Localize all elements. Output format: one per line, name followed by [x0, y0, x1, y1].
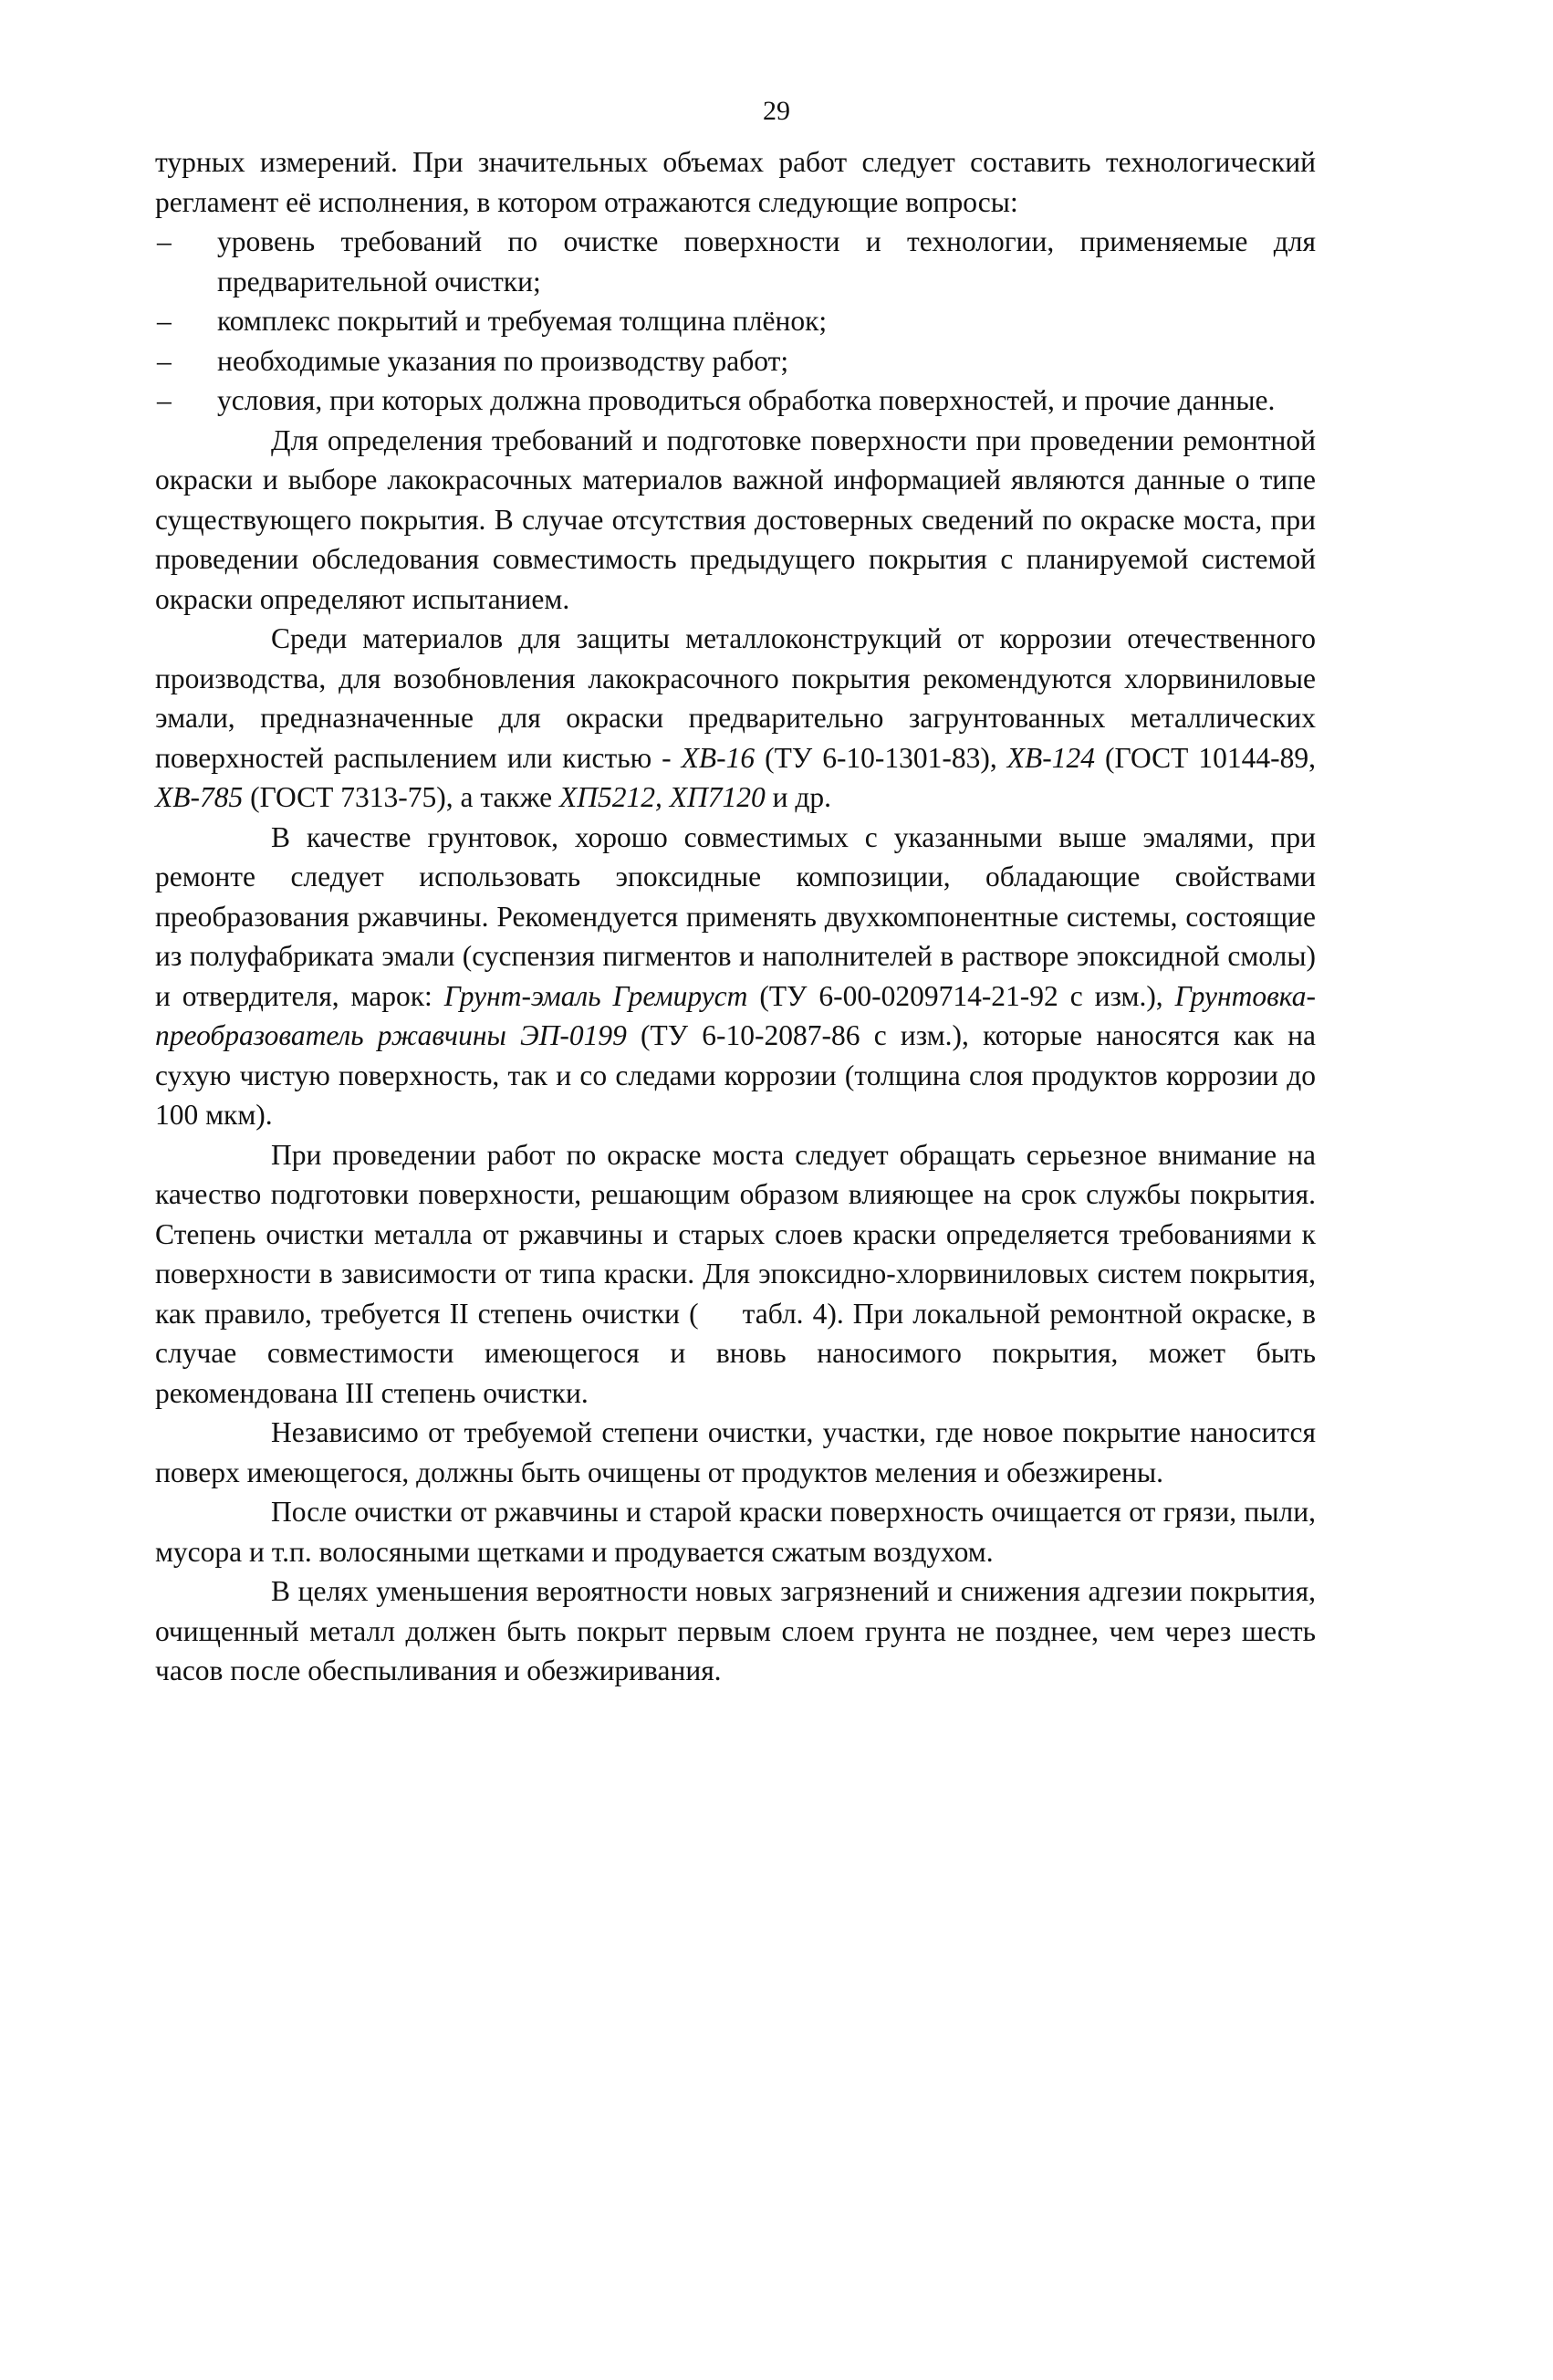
text: и др.: [765, 781, 832, 813]
list-item-text: уровень требований по очистке поверхности и технологии, применяемые для предварительной очистки;: [217, 225, 1316, 298]
list-item: [155, 222, 1316, 301]
text: (ГОСТ 10144-89,: [1095, 741, 1316, 774]
text: (ТУ 6-10-2087-86 с изм.), которые наносятся как на сухую чистую поверхность, так и со следами коррозии (толщина слоя продуктов коррозии до 100 мкм).: [155, 1019, 1316, 1131]
paragraph-coating-type: Для определения требований и подготовке поверхности при проведении ремонтной окраски и выборе лакокрасочных материалов важной информацией являются данные о типе существующего покрытия. В случае отсутствия достоверных сведений по окраске моста, при проведении обследования совместимость предыдущего покрытия с планируемой системой окраски определяют испытанием.: [155, 423, 1316, 615]
material-brand: Грунт-эмаль Гремируст: [443, 979, 748, 1012]
paragraph-primers: [155, 818, 1316, 1135]
text: При проведении работ по окраске моста следует обращать серьезное внимание на качество подготовки поверхности, решающим образом влияющее на срок службы покрытия. Степень очистки металла от ржавчины и старых слоев краски определяется требованиями к поверхности в зависимости от типа краски. Для эпоксидно-хлорвиниловых систем покрытия, как правило, требуется II степень очистки (: [155, 1138, 1316, 1330]
list-dash: –: [157, 384, 172, 416]
text: В качестве грунтовок, хорошо совместимых с указанными выше эмалями, при ремонте следует использовать эпоксидные композиции, обладающие свойствами преобразования ржавчины. Рекомендуется применять двухкомпонентные системы, состоящие из полуфабриката эмали (суспензия пигментов и наполнителей в растворе эпоксидной смолы) и отвердителя, марок:: [155, 820, 1316, 1012]
list-item-text: комплекс покрытий и требуемая толщина плёнок;: [217, 305, 828, 337]
list-item-text: необходимые указания по производству работ;: [217, 344, 789, 377]
paragraph-cleaning: После очистки от ржавчины и старой краски поверхность очищается от грязи, пыли, мусора и т.п. волосяными щетками и продувается сжатым воздухом.: [155, 1496, 1316, 1568]
list-dash: –: [157, 344, 172, 377]
text: (ТУ 6-10-1301-83),: [755, 741, 1007, 774]
material-brand: ХВ-785: [155, 781, 244, 813]
paragraph-surface-prep: [155, 1135, 1316, 1414]
list-dash: –: [157, 305, 172, 337]
list-item: [155, 301, 1316, 341]
list-item-text: условия, при которых должна проводиться обработка поверхностей, и прочие данные.: [217, 384, 1276, 416]
text: (ТУ 6-00-0209714-21-92 с изм.),: [747, 979, 1175, 1012]
list-item: [155, 341, 1316, 381]
page-body: [155, 142, 1316, 1691]
text: Среди материалов для защиты металлоконструкций от коррозии отечественного производства, для возобновления лакокрасочного покрытия рекомендуются хлорвиниловые эмали, предназначенные для окраски предварительно загрунтованных металлических поверхностей распылением или кистью -: [155, 622, 1316, 774]
requirements-list: [155, 222, 1316, 421]
paragraph-priming-deadline: В целях уменьшения вероятности новых загрязнений и снижения адгезии покрытия, очищенный металл должен быть покрыт первым слоем грунта не позднее, чем через шесть часов после обеспыливания и обезжиривания.: [155, 1575, 1316, 1686]
material-brand: ХВ-124: [1006, 741, 1096, 774]
page-number: 29: [763, 96, 790, 126]
paragraph-chalking: Независимо от требуемой степени очистки, участки, где новое покрытие наносится поверх имеющегося, должны быть очищены от продуктов меления и обезжирены.: [155, 1416, 1316, 1488]
list-item: [155, 381, 1316, 421]
list-dash: –: [157, 225, 172, 257]
text: (ГОСТ 7313-75), а также: [243, 781, 560, 813]
text: табл. 4). При локальной ремонтной окраске, в случае совместимости имеющегося и вновь наносимого покрытия, может быть рекомендована III степень очистки.: [155, 1297, 1316, 1409]
paragraph-enamels: [155, 619, 1316, 818]
intro-paragraph: турных измерений. При значительных объемах работ следует составить технологический регламент её исполнения, в котором отражаются следующие вопросы:: [155, 146, 1316, 218]
material-brand: ХВ-16: [681, 741, 756, 774]
material-brand: Грунтовка-преобразователь ржавчины ЭП-0199: [155, 979, 1316, 1051]
material-brand: ХП5212, ХП7120: [559, 781, 766, 813]
